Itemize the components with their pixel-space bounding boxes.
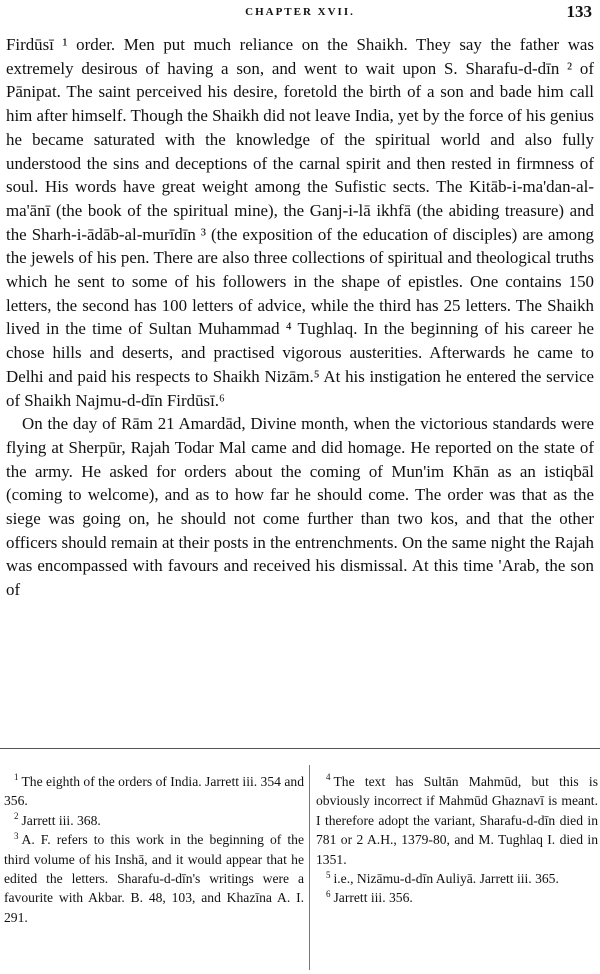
- footnote-text: Jarrett iii. 368.: [21, 812, 101, 828]
- footnote-text: A. F. refers to this work in the beginning of the third volume of his Inshā, and it would appear that he edited the letters. Sharafu-d-dīn's writings were a favourite with Akbar. B. 48, 103, and Khazīna A. I. 291.: [4, 832, 304, 925]
- footnote-1: [4, 772, 304, 811]
- footnote-text: Jarrett iii. 356.: [333, 890, 413, 906]
- footnote-3: [4, 830, 304, 927]
- footnote-text: The eighth of the orders of India. Jarrett iii. 354 and 356.: [4, 774, 304, 809]
- paragraph-1: Firdūsī ¹ order. Men put much reliance on the Shaikh. They say the father was extremely desirous of having a son, and went to wait upon S. Sharafu-d-dīn ² of Pānipat. The saint perceived his desire, foretold the birth of a son and bade him call him after himself. Though the Shaikh did not leave India, yet by the force of his genius he became saturated with the knowledge of the spiritual world and also fully understood the sins and deceptions of the carnal spirit and then rested in firmness of soul. His words have great weight among the Sufistic sects. The Kitāb-i-ma'dan-al-ma'ānī (the book of the spiritual mine), the Ganj-i-lā ikhfā (the abiding treasure) and the Sharh-i-ādāb-al-murīdīn ³ (the exposition of the education of disciples) are among the jewels of his pen. There are also three collections of spiritual and theological truths which he sent to some of his followers in the shape of epistles. One contains 150 letters, the second has 100 letters of advice, while the third has 25 letters. The Shaikh lived in the time of Sultan Muhammad ⁴ Tughlaq. In the beginning of his career he chose hills and deserts, and practised vigorous austerities. Afterwards he came to Delhi and paid his respects to Shaikh Nizām.⁵ At his instigation he entered the service of Shaikh Najmu-d-dīn Firdūsī.⁶: [6, 35, 594, 410]
- running-head: [0, 2, 600, 24]
- footnote-rule: [0, 748, 600, 749]
- footnote-marker: 2: [14, 811, 19, 822]
- footnotes-left-column: [4, 772, 304, 927]
- chapter-title: CHAPTER XVII.: [245, 6, 355, 18]
- footnote-6: [316, 888, 598, 907]
- footnote-marker: 5: [326, 869, 331, 880]
- footnote-2: [4, 811, 304, 830]
- footnote-4: [316, 772, 598, 869]
- footnote-text: The text has Sultān Mahmūd, but this is obviously incorrect if Mahmūd Ghaznavī is meant. I therefore adopt the variant, Sharafu-d-dīn died in 781 or 2 A.H., 1379-80, and M. Tughlaq I. died in 1351.: [316, 774, 598, 867]
- footnote-text: i.e., Nizāmu-d-dīn Auliyā. Jarrett iii. 365.: [333, 871, 559, 887]
- footnote-column-divider: [309, 765, 310, 970]
- body-text: [6, 33, 594, 602]
- footnote-marker: 6: [326, 888, 331, 899]
- paragraph-2: On the day of Rām 21 Amardād, Divine month, when the victorious standards were flying at Sherpūr, Rajah Todar Mal came and did homage. He reported on the state of the army. He asked for orders about the coming of Mun'im Khān as an istiqbāl (coming to welcome), and as to how far he should come. The order was that as the siege was going on, he should not come further than two kos, and that the other officers should remain at their posts in the entrenchments. On the same night the Rajah was encompassed with favours and received his dismissal. At this time 'Arab, the son of: [6, 414, 594, 600]
- footnote-marker: 3: [14, 830, 19, 841]
- footnote-5: [316, 869, 598, 888]
- footnote-marker: 1: [14, 772, 19, 783]
- footnote-marker: 4: [326, 772, 331, 783]
- page-number: 133: [566, 2, 592, 21]
- footnotes-right-column: [316, 772, 598, 908]
